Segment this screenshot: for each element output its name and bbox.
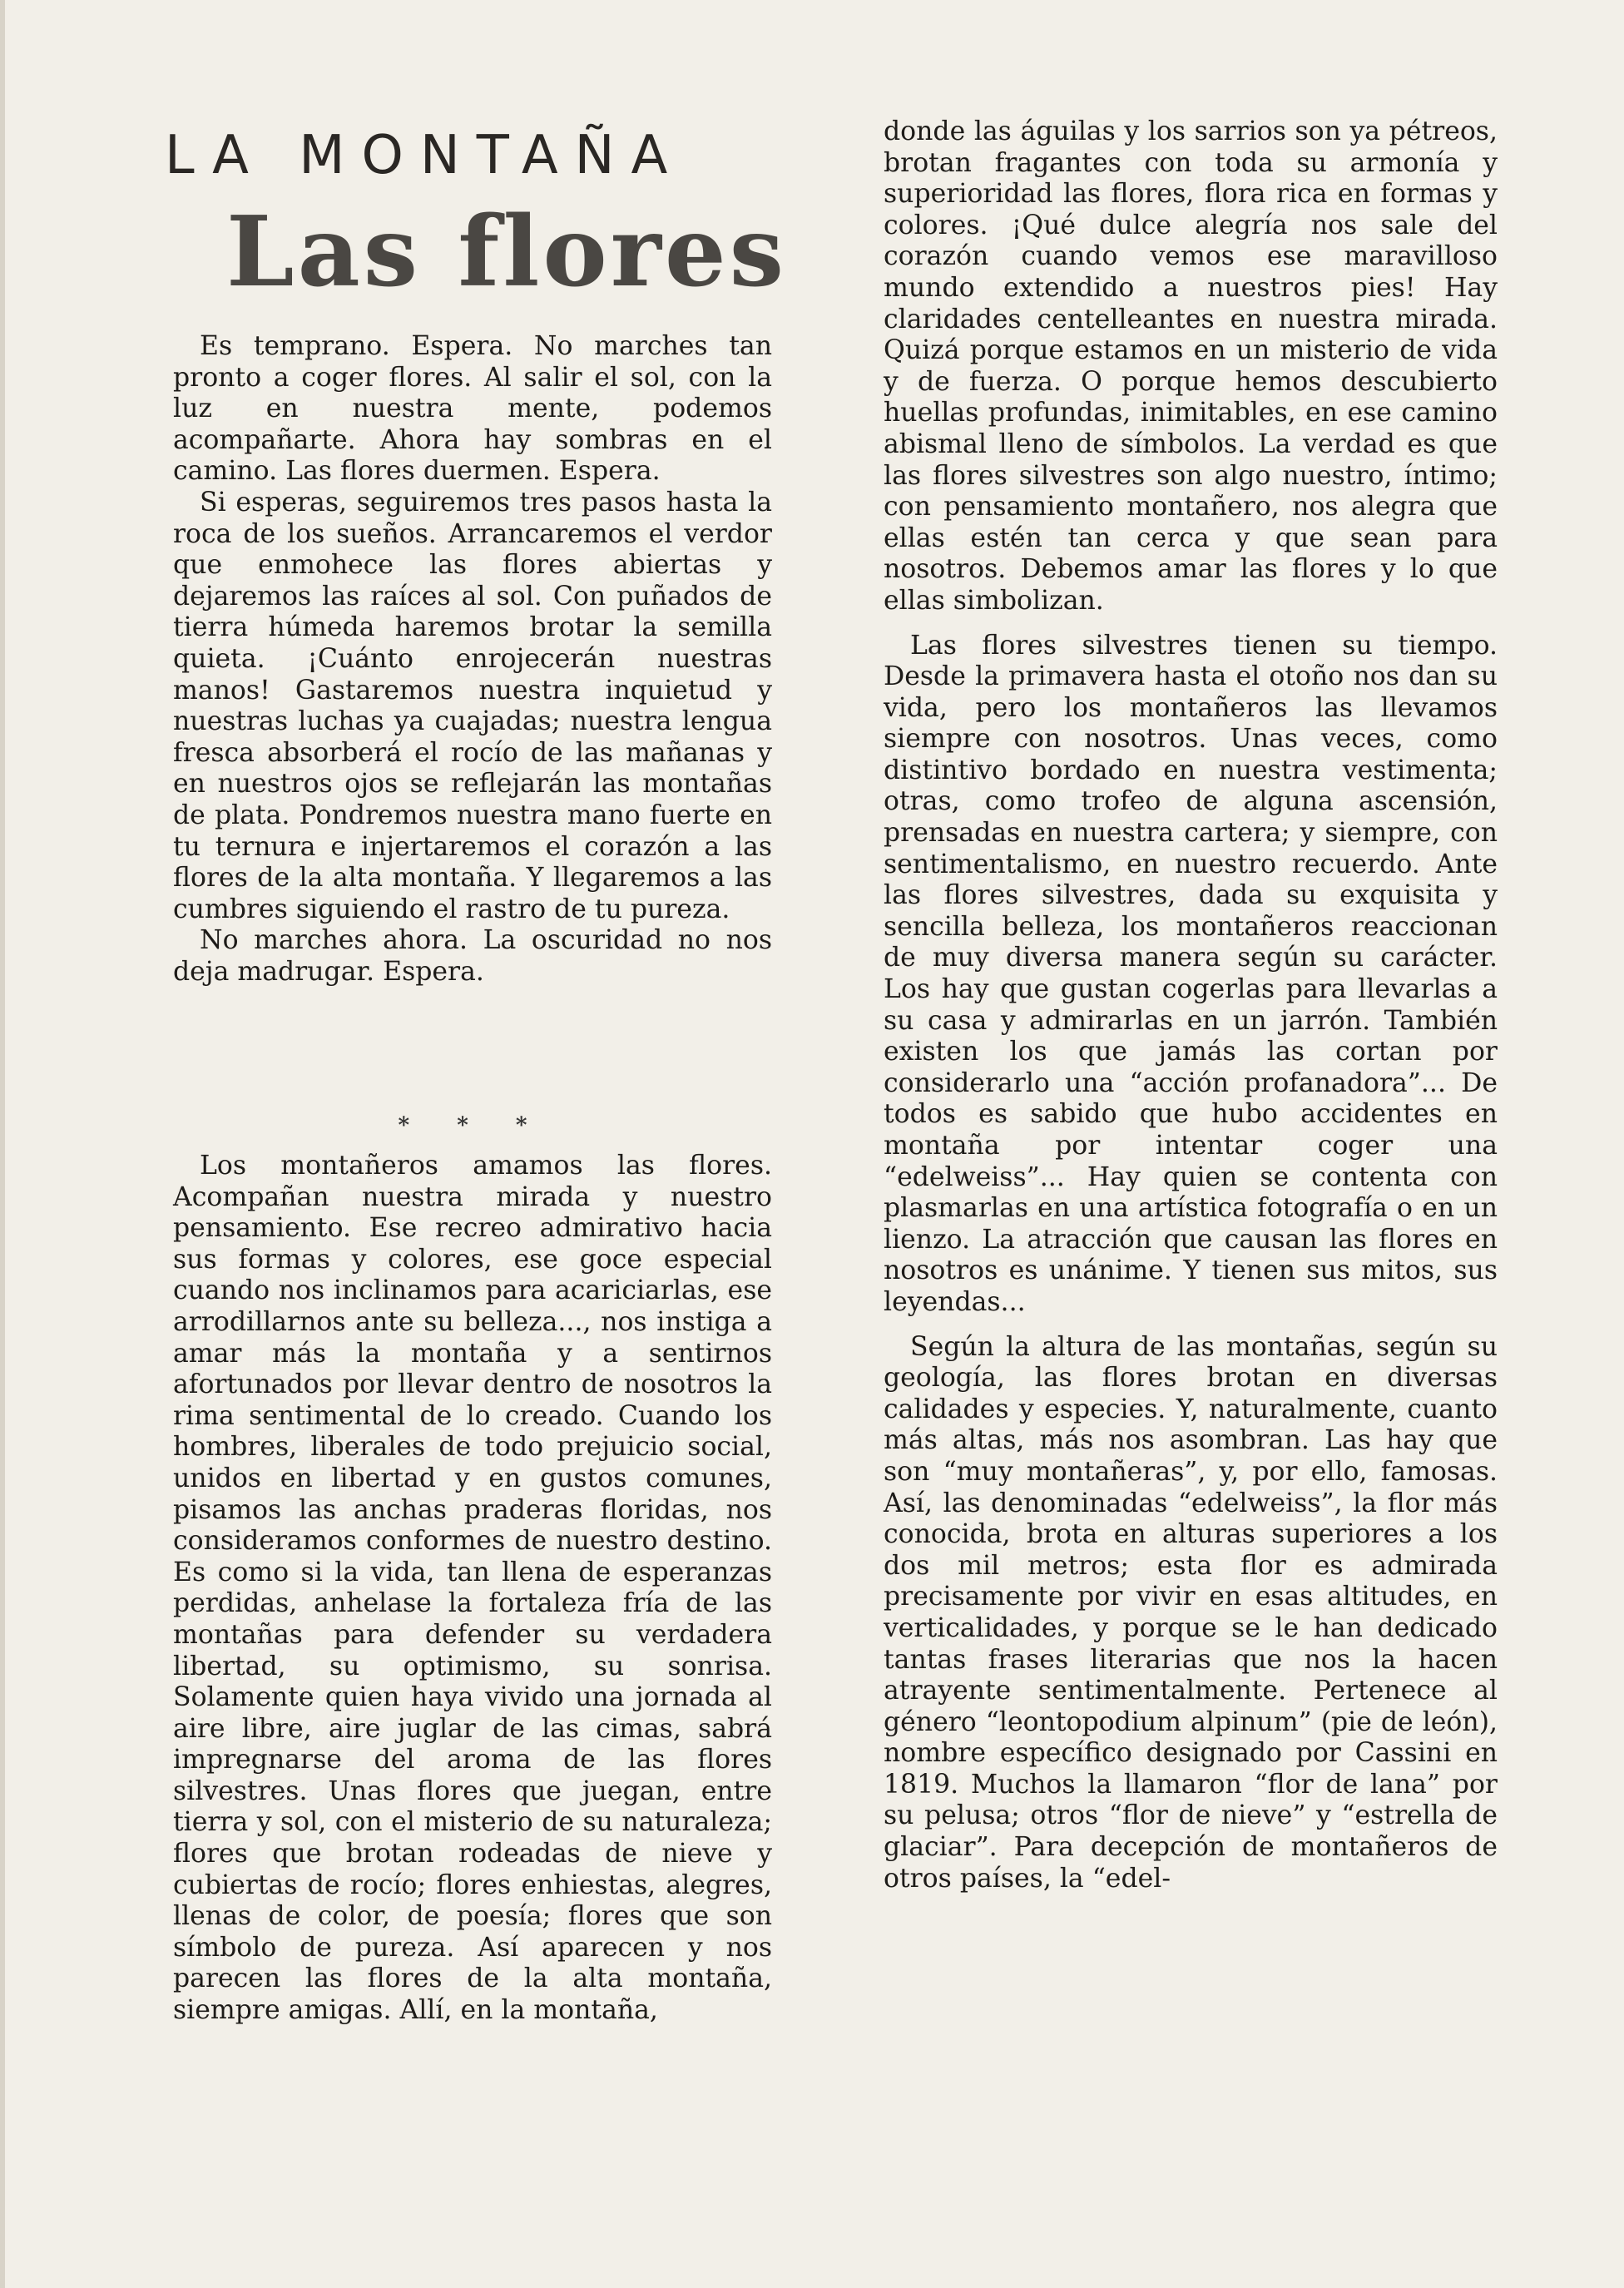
main-body-start bbox=[173, 1151, 772, 2027]
intro-paragraph-1: Es temprano. Espera. No marches tan pronto a coger flores. Al salir el sol, con la luz en nuestra mente, podemos acompañarte. Ahora hay sombras en el camino. Las flores duermen. Espera. bbox=[173, 331, 772, 487]
intro-section bbox=[173, 331, 772, 988]
body-paragraph-continued: donde las águilas y los sarrios son ya pétreos, brotan fragantes con toda su armonía y superioridad las flores, flora rica en formas y colores. ¡Qué dulce alegría nos sale del corazón cuando vemos ese maravilloso mundo extendido a nuestros pies! Hay claridades centelleantes en nuestra mirada. Quizá porque estamos en un misterio de vida y de fuerza. O porque hemos descubierto huellas profundas, inimitables, en ese camino abismal lleno de símbolos. La verdad es que las flores silvestres son algo nuestro, íntimo; con pensamiento montañero, nos alegra que ellas estén tan cerca y que sean para nosotros. Debemos amar las flores y lo que ellas simbolizan. bbox=[884, 116, 1498, 616]
body-paragraph-3: Según la altura de las montañas, según su geología, las flores brotan en diversas calidades y especies. Y, naturalmente, cuanto más altas, más nos asombran. Las hay que son “muy montañeras”, y, por ello, famosas. Así, las denominadas “edelweiss”, la flor más conocida, brota en alturas superiores a los dos mil metros; esta flor es admirada precisamente por vivir en esas altitudes, en verticalidades, y porque se le han dedicado tantas frases literarias que nos la hacen atrayente sentimentalmente. Pertenece al género “leontopodium alpinum” (pie de león), nombre específico designado por Cassini en 1819. Muchos la llamaron “flor de lana” por su pelusa; otros “flor de nieve” y “estrella de glaciar”. Para decepción de montañeros de otros países, la “edel- bbox=[884, 1331, 1498, 1894]
article-title: Las flores bbox=[226, 196, 787, 309]
intro-paragraph-3: No marches ahora. La oscuridad no nos deja madrugar. Espera. bbox=[173, 925, 772, 987]
body-paragraph-1: Los montañeros amamos las flores. Acompañan nuestra mirada y nuestro pensamiento. Ese recreo admirativo hacia sus formas y colores, ese goce especial cuando nos inclinamos para acariciarlas, ese arrodillarnos ante su belleza..., nos instiga a amar más la montaña y a sentirnos afortunados por llevar dentro de nosotros la rima sentimental de lo creado. Cuando los hombres, liberales de todo prejuicio social, unidos en libertad y en gustos comunes, pisamos las anchas praderas floridas, nos consideramos conformes de nuestro destino. Es como si la vida, tan llena de esperanzas perdidas, anhelase la fortaleza fría de las montañas para defender su verdadera libertad, su optimismo, su sonrisa. Solamente quien haya vivido una jornada al aire libre, aire juglar de las cimas, sabrá impregnarse del aroma de las flores silvestres. Unas flores que juegan, entre tierra y sol, con el misterio de su naturaleza; flores que brotan rodeadas de nieve y cubiertas de rocío; flores enhiestas, alegres, llenas de color, de poesía; flores que son símbolo de pureza. Así aparecen y nos parecen las flores de la alta montaña, siempre amigas. Allí, en la montaña, bbox=[173, 1151, 772, 2026]
intro-paragraph-2: Si esperas, seguiremos tres pasos hasta la roca de los sueños. Arrancaremos el verdor que enmohece las flores abiertas y dejaremos las raíces al sol. Con puñados de tierra húmeda haremos brotar la semilla quieta. ¡Cuánto enrojecerán nuestras manos! Gastaremos nuestra inquietud y nuestras luchas ya cuajadas; nuestra lengua fresca absorberá el rocío de las mañanas y en nuestros ojos se reflejarán las montañas de plata. Pondremos nuestra mano fuerte en tu ternura e injertaremos el corazón a las flores de la alta montaña. Y llegaremos a las cumbres siguiendo el rastro de tu pureza. bbox=[173, 487, 772, 924]
body-paragraph-2: Las flores silvestres tienen su tiempo. Desde la primavera hasta el otoño nos dan su vida, pero los montañeros las llevamos siempre con nosotros. Unas veces, como distintivo bordado en nuestra vestimenta; otras, como trofeo de alguna ascensión, prensadas en nuestra cartera; y siempre, con sentimentalismo, en nuestro recuerdo. Ante las flores silvestres, dada su exquisita y sencilla belleza, los montañeros reaccionan de muy diversa manera según su carácter. Los hay que gustan cogerlas para llevarlas a su casa y admirarlas en un jarrón. También existen los que jamás las cortan por considerarlo una “acción profanadora”... De todos es sabido que hubo accidentes en montaña por intentar coger una “edelweiss”... Hay quien se contenta con plasmarlas en una artística fotografía o en un lienzo. La atracción que causan las flores en nosotros es unánime. Y tienen sus mitos, sus leyendas... bbox=[884, 630, 1498, 1317]
right-column bbox=[884, 116, 1498, 1894]
section-label: LA MONTAÑA bbox=[165, 125, 685, 186]
section-separator: * * * bbox=[398, 1113, 547, 1138]
